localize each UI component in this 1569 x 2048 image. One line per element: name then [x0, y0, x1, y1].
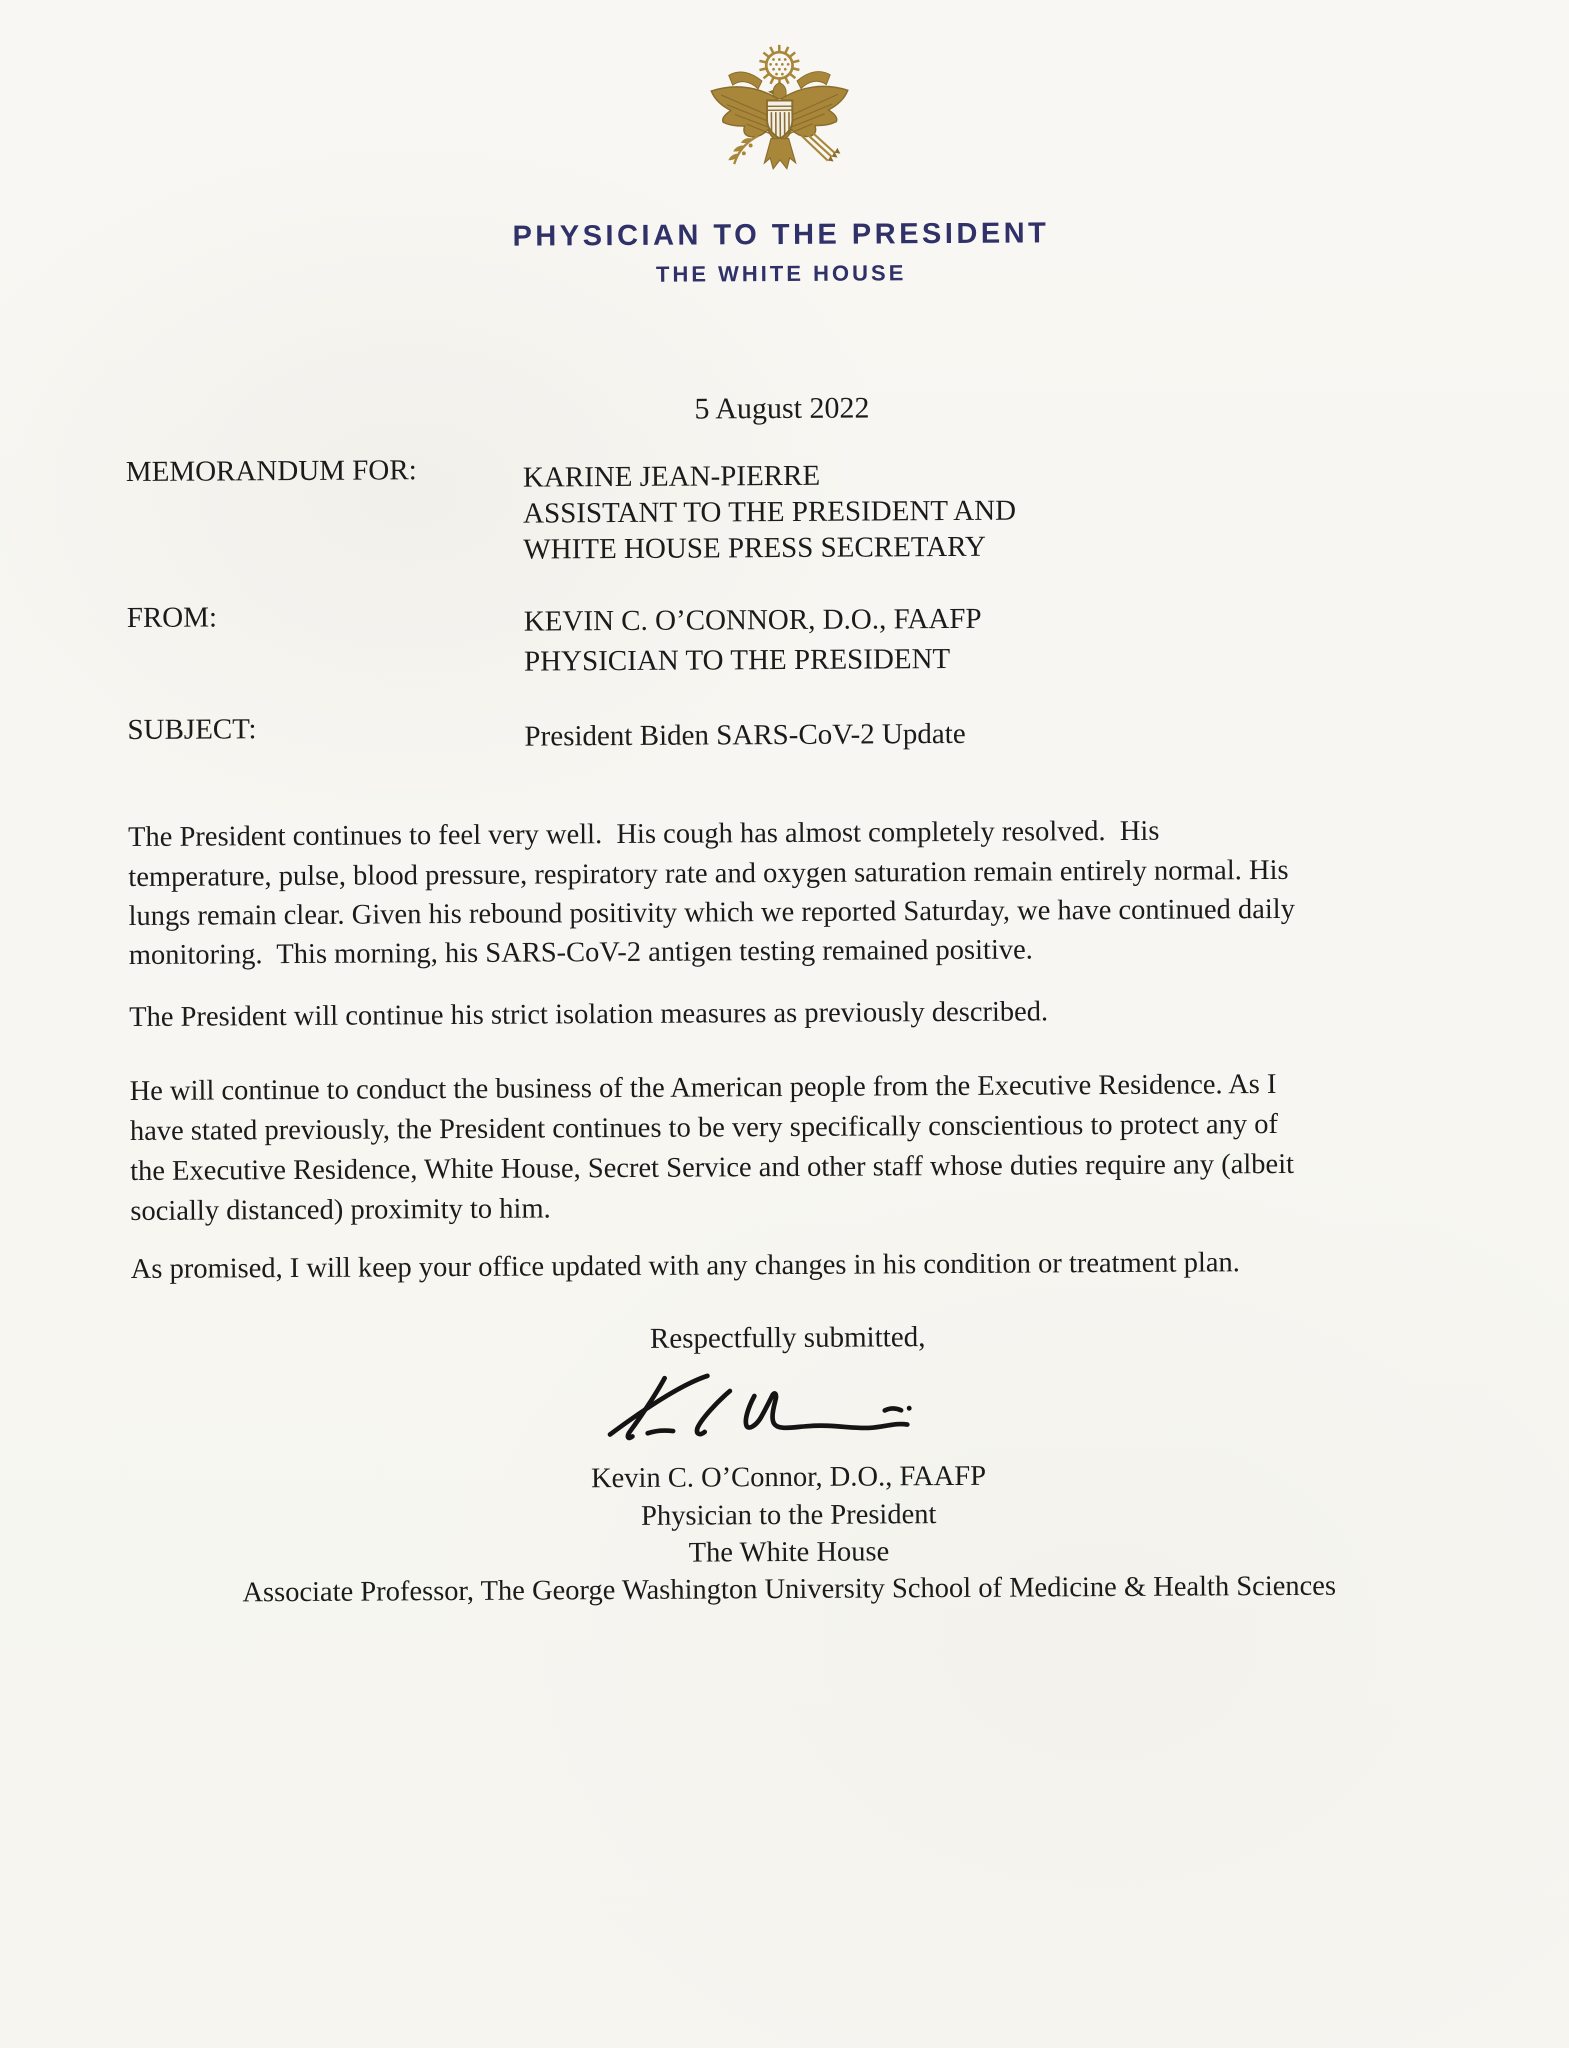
sender-name: KEVIN C. O’CONNOR, D.O., FAAFP [523, 602, 982, 638]
presidential-eagle-seal-icon [701, 42, 858, 193]
subject-text: President Biden SARS-CoV-2 Update [524, 717, 966, 753]
from-value [524, 599, 982, 682]
body-line: have stated previously, the President continues to be very specifically conscientious to protect any of [129, 1108, 1279, 1148]
signer-affiliation: Associate Professor, The George Washington University School of Medicine & Health Sciences [242, 1570, 1337, 1609]
letterhead-subtitle: THE WHITE HOUSE [655, 260, 907, 287]
body-line: The President continues to feel very well. His cough has almost completely resolved. His [128, 815, 1160, 854]
body-line: The President will continue his strict isolation measures as previously described. [129, 996, 1049, 1034]
subject-label: SUBJECT: [127, 713, 257, 747]
salutation: Respectfully submitted, [649, 1321, 926, 1355]
letterhead-title: PHYSICIAN TO THE PRESIDENT [512, 217, 1050, 253]
date-line: 5 August 2022 [694, 391, 870, 426]
recipient-title-line-1: ASSISTANT TO THE PRESIDENT AND [523, 494, 1017, 530]
body-line: the Executive Residence, White House, Secret Service and other staff whose duties require any (albeit [130, 1148, 1295, 1188]
body-line: He will continue to conduct the business of the American people from the Executive Residence. As I [129, 1069, 1277, 1108]
subject-value [524, 716, 965, 755]
sender-title: PHYSICIAN TO THE PRESIDENT [523, 642, 951, 678]
from-label: FROM: [126, 601, 218, 635]
body-line: monitoring. This morning, his SARS-CoV-2 antigen testing remained positive. [128, 934, 1033, 972]
handwritten-signature [595, 1367, 931, 1451]
body-line: lungs remain clear. Given his rebound positivity which we reported Saturday, we have continued daily [128, 893, 1295, 933]
signer-title: Physician to the President [641, 1499, 937, 1532]
signer-name: Kevin C. O’Connor, D.O., FAAFP [590, 1460, 987, 1495]
signer-organization: The White House [688, 1536, 890, 1569]
memorandum-for-label: MEMORANDUM FOR: [125, 454, 417, 489]
body-line: As promised, I will keep your office updated with any changes in his condition or treatment plan. [130, 1247, 1240, 1286]
recipient-title-line-2: WHITE HOUSE PRESS SECRETARY [523, 530, 986, 566]
body-line: socially distanced) proximity to him. [130, 1193, 551, 1228]
body-line: temperature, pulse, blood pressure, respiratory rate and oxygen saturation remain entirely normal. His [128, 854, 1289, 894]
memorandum-for-value [523, 457, 1017, 568]
recipient-name: KARINE JEAN-PIERRE [522, 459, 821, 494]
